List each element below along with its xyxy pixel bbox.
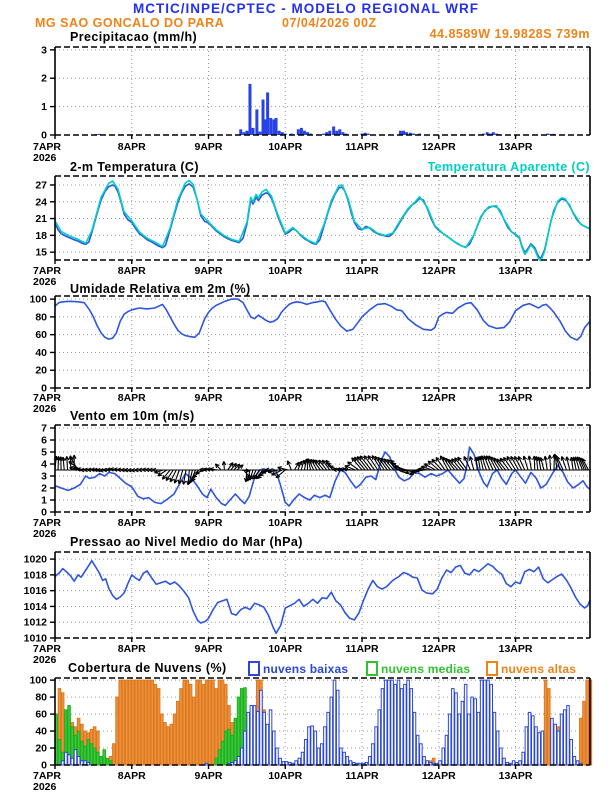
cloud-bar	[500, 748, 503, 765]
cloud-bar	[538, 733, 541, 765]
cloud-bar	[240, 748, 243, 765]
axis-tick-label: 8APR	[117, 141, 146, 153]
cloud-bar	[343, 752, 346, 765]
axis-tick-label: 1012	[23, 616, 47, 629]
cloud-bar	[484, 680, 487, 765]
cloud-bar	[100, 757, 103, 765]
cloud-bar	[61, 761, 64, 765]
panel-title-temperature: 2-m Temperatura (C)	[70, 160, 199, 174]
axis-tick-label: 8APR	[117, 770, 146, 782]
cloud-bar	[560, 714, 563, 765]
cloud-bar	[336, 690, 339, 765]
precip-bar	[332, 126, 335, 135]
cloud-bar	[125, 680, 128, 765]
cloud-bar	[586, 680, 589, 765]
precip-bar	[248, 84, 251, 135]
axis-tick-label: 15	[35, 246, 47, 259]
cloud-bar	[90, 744, 93, 765]
cloud-bar	[455, 693, 458, 765]
axis-tick-label: 7APR	[33, 770, 62, 782]
axis-tick-label: 11APR	[345, 392, 379, 404]
page-title: MCTIC/INPE/CPTEC - MODELO REGIONAL WRF	[133, 1, 479, 16]
axis-tick-label: 2026	[33, 528, 57, 540]
cloud-bar	[225, 731, 228, 765]
cloud-bar	[272, 731, 275, 765]
cloud-bar	[544, 680, 547, 765]
axis-tick-label: 9APR	[194, 392, 223, 404]
axis-tick-label: 7APR	[33, 643, 62, 655]
cloud-bar	[228, 729, 231, 765]
cloud-bar	[458, 714, 461, 765]
axis-tick-label: 27	[35, 179, 47, 192]
cloud-bar	[541, 731, 544, 765]
precip-bar	[300, 128, 303, 135]
axis-tick-label: 13APR	[498, 141, 533, 153]
panel-title-pressure: Pressao ao Nivel Medio do Mar (hPa)	[70, 535, 303, 549]
panel-title-humidity: Umidade Relativa em 2m (%)	[70, 282, 251, 296]
panel-press	[24, 552, 590, 666]
axis-tick-label: 10APR	[268, 265, 303, 277]
axis-tick-label: 1	[41, 101, 47, 114]
cloud-bar	[151, 680, 154, 765]
axis-tick-label: 8APR	[117, 265, 146, 277]
cloud-bar	[573, 757, 576, 765]
precip-bar	[322, 134, 325, 135]
cloud-bar	[103, 750, 106, 765]
axis-tick-label: 3	[41, 470, 47, 483]
axis-tick-label: 6	[41, 434, 47, 447]
cloud-bar	[298, 758, 301, 765]
axis-tick-label: 13APR	[498, 643, 533, 655]
axis-tick-label: 1016	[23, 585, 47, 598]
cloud-bar	[423, 757, 426, 765]
cloud-bar	[384, 680, 387, 765]
cloud-bar	[196, 680, 199, 765]
cloud-bar	[269, 710, 272, 765]
cloud-bar	[170, 724, 173, 765]
cloud-bar	[65, 752, 68, 765]
axis-tick-label: 0	[41, 382, 47, 395]
model-run-datetime: 07/04/2026 00Z	[282, 16, 377, 30]
cloud-bar	[410, 689, 413, 765]
cloud-bar	[317, 748, 320, 765]
cloud-bar	[260, 690, 263, 765]
axis-tick-label: 20	[35, 742, 47, 755]
axis-tick-label: 100	[29, 674, 47, 687]
legend-high-clouds-label: nuvens altas	[501, 661, 577, 676]
cloud-bar	[580, 718, 583, 765]
cloud-bar	[129, 680, 132, 765]
cloud-bar	[154, 684, 157, 765]
axis-tick-label: 13APR	[498, 517, 533, 529]
cloud-bar	[266, 724, 269, 765]
series-line-wind	[55, 447, 590, 506]
cloud-bar	[193, 697, 196, 765]
precip-bar	[269, 118, 272, 135]
axis-tick-label: 11APR	[345, 517, 379, 529]
axis-tick-label: 7	[41, 422, 47, 435]
cloud-bar	[119, 680, 122, 765]
cloud-bar	[279, 758, 282, 765]
cloud-bar	[551, 718, 554, 765]
cloud-bar	[394, 684, 397, 765]
axis-tick-label: 2026	[33, 276, 57, 288]
cloud-bar	[106, 758, 109, 765]
cloud-bar	[535, 727, 538, 765]
panel-rh	[29, 294, 590, 415]
axis-tick-label: 80	[35, 311, 47, 324]
cloud-bar	[256, 712, 259, 765]
axis-tick-label: 1	[41, 494, 47, 507]
cloud-bar	[532, 716, 535, 765]
cloud-bar	[167, 727, 170, 765]
cloud-bar	[276, 748, 279, 765]
cloud-bar	[487, 680, 490, 765]
cloud-bar	[180, 689, 183, 765]
cloud-bar	[58, 740, 61, 765]
axis-tick-label: 2026	[33, 152, 57, 164]
cloud-bar	[263, 712, 266, 765]
cloud-bar	[468, 714, 471, 765]
cloud-bar	[183, 680, 186, 765]
cloud-bar	[439, 761, 442, 765]
legend-low-clouds-label: nuvens baixas	[263, 661, 349, 676]
cloud-bar	[148, 680, 151, 765]
cloud-bar	[404, 684, 407, 765]
axis-tick-label: 13APR	[498, 392, 533, 404]
axis-tick-label: 18	[35, 229, 47, 242]
axis-tick-label: 8APR	[117, 517, 146, 529]
cloud-bar	[202, 684, 205, 765]
cloud-bar	[157, 689, 160, 765]
cloud-bar	[199, 680, 202, 765]
axis-tick-label: 13APR	[498, 265, 533, 277]
cloud-bar	[215, 689, 218, 765]
cloud-bar	[237, 757, 240, 765]
precip-bar	[266, 92, 269, 135]
cloud-bar	[474, 699, 477, 765]
cloud-bar	[378, 710, 381, 765]
station-coordinates: 44.8589W 19.9828S 739m	[429, 27, 590, 41]
axis-tick-label: 11APR	[345, 643, 379, 655]
axis-tick-label: 7APR	[33, 392, 62, 404]
cloud-bar	[452, 689, 455, 765]
cloud-bar	[135, 680, 138, 765]
cloud-bar	[186, 680, 189, 765]
cloud-bar	[218, 750, 221, 765]
axis-tick-label: 1020	[23, 553, 47, 566]
axis-tick-label: 2026	[33, 654, 57, 666]
axis-tick-label: 1014	[23, 600, 47, 613]
axis-tick-label: 0	[41, 506, 47, 519]
axis-tick-label: 60	[35, 329, 47, 342]
cloud-bar	[234, 718, 237, 765]
cloud-bar	[250, 706, 253, 765]
axis-tick-label: 2	[41, 72, 47, 85]
cloud-bar	[295, 761, 298, 765]
cloud-bar	[407, 680, 410, 765]
series-line-temp	[55, 184, 590, 258]
axis-tick-label: 7APR	[33, 517, 62, 529]
cloud-bar	[448, 714, 451, 765]
cloud-bar	[359, 763, 362, 765]
cloud-bar	[493, 712, 496, 765]
cloud-bar	[314, 731, 317, 765]
cloud-bar	[522, 752, 525, 765]
cloud-bar	[528, 712, 531, 765]
cloud-bar	[557, 731, 560, 765]
cloud-bar	[442, 748, 445, 765]
axis-tick-label: 12APR	[421, 141, 456, 153]
cloud-bar	[253, 706, 256, 765]
cloud-bar	[496, 731, 499, 765]
axis-tick-label: 9APR	[194, 643, 223, 655]
panel-title-clouds: Cobertura de Nuvens (%)	[68, 661, 227, 675]
precip-bar	[367, 134, 370, 135]
axis-tick-label: 12APR	[421, 770, 456, 782]
cloud-bar	[247, 712, 250, 765]
precip-bar	[338, 129, 341, 135]
axis-tick-label: 10APR	[268, 643, 303, 655]
cloud-bar	[327, 712, 330, 765]
axis-tick-label: 9APR	[194, 770, 223, 782]
cloud-bar	[397, 680, 400, 765]
axis-tick-label: 9APR	[194, 517, 223, 529]
cloud-bar	[244, 731, 247, 765]
axis-tick-label: 9APR	[194, 265, 223, 277]
cloud-bar	[349, 761, 352, 765]
cloud-bar	[477, 712, 480, 765]
cloud-bar	[74, 750, 77, 765]
axis-tick-label: 80	[35, 691, 47, 704]
panel-wind	[33, 423, 590, 541]
cloud-bar	[420, 744, 423, 765]
cloud-bar	[375, 727, 378, 765]
cloud-bar	[209, 680, 212, 765]
station-name: MG SAO GONCALO DO PARA	[35, 16, 225, 30]
cloud-bar	[311, 726, 314, 765]
cloud-bar	[138, 680, 141, 765]
cloud-bar	[231, 735, 234, 765]
axis-tick-label: 2026	[33, 781, 57, 792]
cloud-bar	[567, 706, 570, 765]
axis-tick-label: 9APR	[194, 141, 223, 153]
cloud-bar	[161, 714, 164, 765]
axis-tick-label: 8APR	[117, 643, 146, 655]
axis-tick-label: 12APR	[421, 265, 456, 277]
precip-bar	[275, 118, 278, 135]
axis-tick-label: 100	[29, 293, 47, 306]
axis-tick-label: 10APR	[268, 517, 303, 529]
axis-tick-label: 12APR	[421, 517, 456, 529]
axis-tick-label: 2	[41, 482, 47, 495]
axis-tick-label: 12APR	[421, 643, 456, 655]
axis-tick-label: 1018	[23, 569, 47, 582]
panel-title-wind: Vento em 10m (m/s)	[70, 409, 195, 423]
cloud-bar	[548, 689, 551, 765]
cloud-bar	[141, 680, 144, 765]
axis-tick-label: 1010	[23, 632, 47, 645]
series-line-temp	[55, 181, 590, 261]
cloud-bar	[333, 680, 336, 765]
axis-tick-label: 0	[41, 759, 47, 772]
panel-cloud	[29, 675, 591, 792]
axis-tick-label: 13APR	[498, 770, 533, 782]
panel-title-precipitation: Precipitacao (mm/h)	[70, 30, 198, 44]
precip-bar	[412, 134, 415, 135]
cloud-bar	[205, 763, 208, 765]
cloud-bar	[221, 741, 224, 765]
cloud-bar	[77, 757, 80, 765]
cloud-bar	[461, 701, 464, 765]
series-line-rh	[55, 299, 590, 340]
panel-temp	[33, 176, 590, 288]
axis-tick-label: 40	[35, 346, 47, 359]
cloud-bar	[301, 752, 304, 765]
legend-apparent-temperature: Temperatura Aparente (C)	[427, 160, 590, 174]
cloud-bar	[413, 712, 416, 765]
cloud-bar	[173, 714, 176, 765]
axis-tick-label: 21	[35, 213, 47, 226]
panel-precip	[33, 44, 590, 164]
cloud-bar	[164, 723, 167, 765]
axis-tick-label: 11APR	[345, 770, 379, 782]
cloud-bar	[116, 697, 119, 765]
cloud-bar	[87, 740, 90, 765]
cloud-bar	[215, 758, 218, 765]
cloud-bar	[132, 680, 135, 765]
cloud-bar	[68, 755, 71, 765]
axis-tick-label: 10APR	[268, 141, 303, 153]
cloud-bar	[570, 740, 573, 765]
axis-tick-label: 60	[35, 708, 47, 721]
precip-bar	[255, 109, 258, 135]
precip-bars	[95, 84, 555, 135]
cloud-bar	[330, 697, 333, 765]
axis-tick-label: 0	[41, 129, 47, 142]
axis-tick-label: 11APR	[345, 265, 379, 277]
cloud-bar	[71, 758, 74, 765]
axis-tick-label: 10APR	[268, 392, 303, 404]
cloud-bar	[391, 680, 394, 765]
cloud-bar	[346, 757, 349, 765]
axis-tick-label: 40	[35, 725, 47, 738]
axis-tick-label: 11APR	[345, 141, 379, 153]
axis-tick-label: 7APR	[33, 141, 62, 153]
axis-tick-label: 8APR	[117, 392, 146, 404]
cloud-bar	[445, 735, 448, 765]
cloud-bar	[381, 689, 384, 765]
precip-bar	[239, 129, 242, 135]
axis-tick-label: 7APR	[33, 265, 62, 277]
cloud-bar	[122, 680, 125, 765]
axis-tick-label: 20	[35, 364, 47, 377]
cloud-bar	[464, 684, 467, 765]
legend-mid-clouds-label: nuvens medias	[381, 661, 471, 676]
cloud-bar	[308, 727, 311, 765]
cloud-bar	[177, 701, 180, 765]
cloud-bar	[212, 680, 215, 765]
cloud-bar	[304, 740, 307, 765]
cloud-bar	[503, 758, 506, 765]
axis-tick-label: 12APR	[421, 392, 456, 404]
cloud-bar	[324, 727, 327, 765]
cloud-bar	[368, 757, 371, 765]
cloud-bar	[564, 710, 567, 765]
cloud-bar	[490, 684, 493, 765]
precip-bar	[297, 129, 300, 135]
cloud-bar	[113, 744, 116, 765]
axis-tick-label: 3	[41, 44, 47, 57]
cloud-bar	[205, 680, 208, 765]
precip-bar	[252, 128, 255, 135]
cloud-bar	[583, 701, 586, 765]
cloud-bar	[525, 727, 528, 765]
cloud-bar	[237, 697, 240, 765]
axis-tick-label: 10APR	[268, 770, 303, 782]
axis-tick-label: 5	[41, 446, 47, 459]
cloud-bar	[97, 752, 100, 765]
axis-tick-label: 4	[41, 458, 47, 471]
cloud-bar	[340, 748, 343, 765]
cloud-bar	[388, 680, 391, 765]
cloud-bar	[416, 735, 419, 765]
cloud-bar	[93, 748, 96, 765]
cloud-bar	[372, 744, 375, 765]
cloud-bar	[320, 744, 323, 765]
cloud-bar	[400, 689, 403, 765]
cloud-bar	[471, 697, 474, 765]
cloud-bar	[189, 684, 192, 765]
axis-tick-label: 2026	[33, 403, 57, 415]
cloud-bar	[554, 724, 557, 765]
cloud-bar	[145, 680, 148, 765]
axis-tick-label: 24	[35, 196, 47, 209]
cloud-bar	[480, 680, 483, 765]
